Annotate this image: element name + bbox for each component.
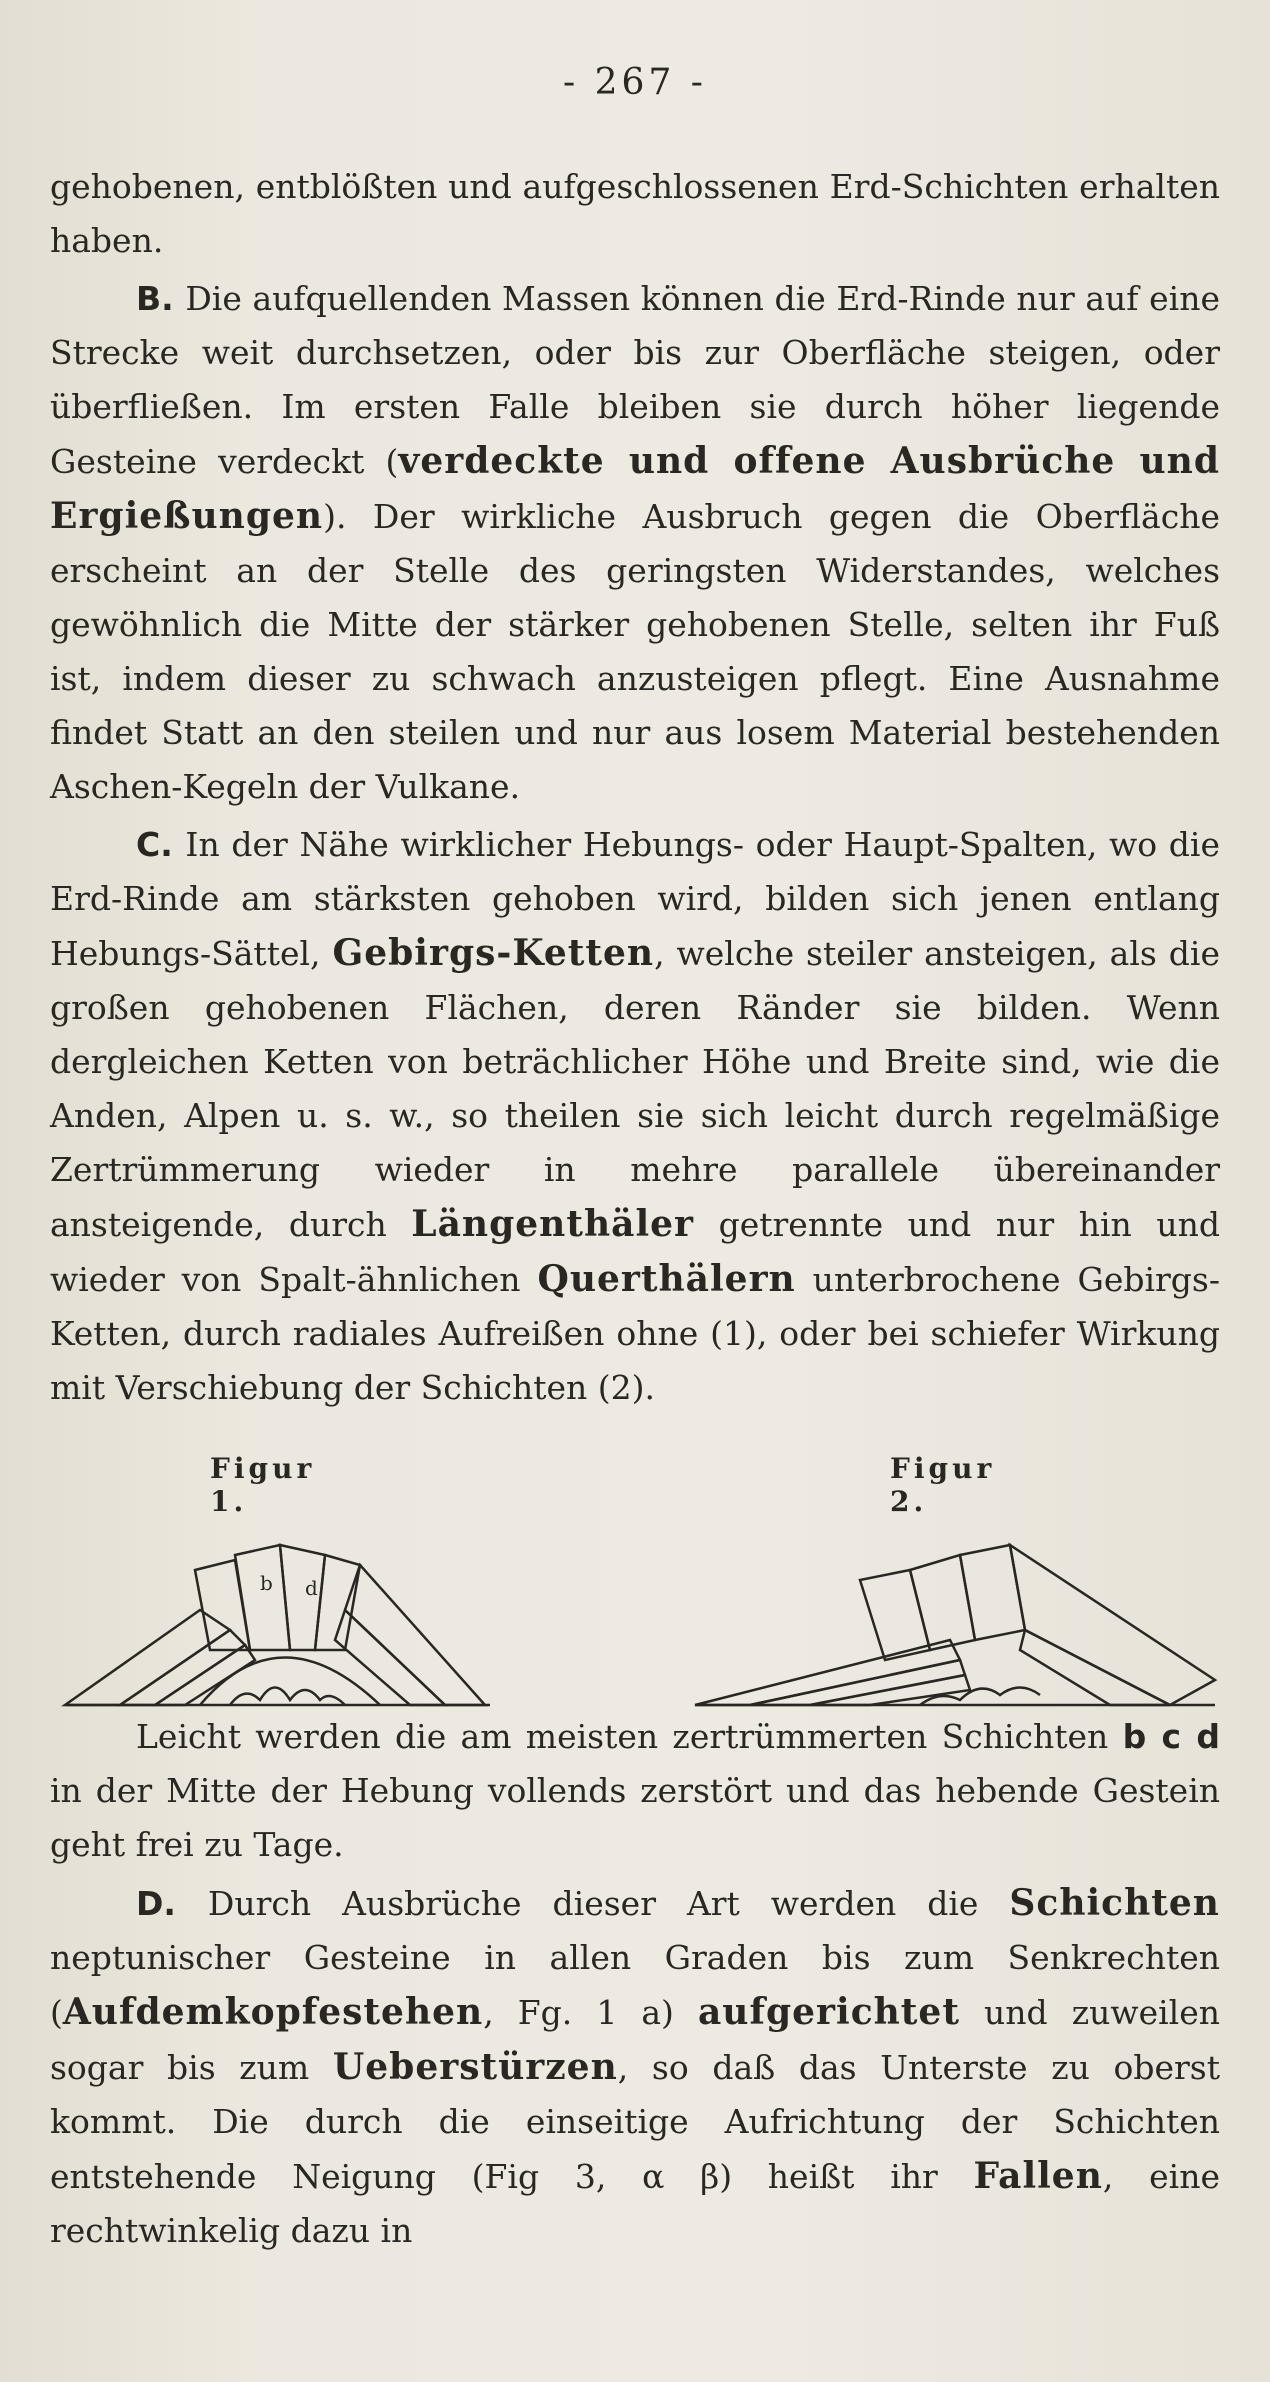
emphasis-text: aufgerichtet — [697, 1991, 960, 2033]
body-text: Durch Ausbrüche dieser Art werden die — [207, 1884, 1010, 1923]
label-text: b c d — [1122, 1717, 1220, 1756]
figure-1-caption: Figur 1. — [210, 1452, 316, 1518]
body-text: ). Der wirkliche Ausbruch gegen die Oberfläche erscheint an der Stelle des geringsten Widerstandes, welches gewöhnlich die Mitte der stärker gehobenen Stelle, selten ihr Fuß ist, indem dieser zu schwach anzusteigen pflegt. Eine Ausnahme findet Statt an den steilen und nur aus losem Material bestehenden Aschen-Kegeln der Vulkane. — [50, 497, 1220, 806]
label-text: D. — [136, 1884, 208, 1923]
text-block-top — [50, 160, 1220, 1419]
figure-2-illustration — [690, 1500, 1220, 1720]
emphasis-text: Querthälern — [537, 1258, 796, 1300]
emphasis-text: Ueberstürzen — [332, 2046, 618, 2088]
body-text: getrennte und nur hin und wieder von Spalt-ähnlichen — [50, 1205, 1220, 1299]
paragraph — [50, 160, 1220, 268]
emphasis-text: Fallen — [973, 2155, 1103, 2197]
figure-2-caption: Figur 2. — [890, 1452, 996, 1518]
paragraph — [50, 272, 1220, 814]
emphasis-text: Gebirgs-Ketten — [332, 932, 655, 974]
paragraph — [50, 1876, 1220, 2258]
label-text: B. — [136, 279, 186, 318]
body-text: neptunischer Gesteine in allen Graden bis zum Senkrechten ( — [50, 1938, 1220, 2032]
emphasis-text: Aufdemkopfestehen — [62, 1991, 484, 2033]
body-text: unterbrochene Gebirgs-Ketten, durch radiales Aufreißen ohne (1), oder bei schiefer Wirkung mit Verschiebung der Schichten (2). — [50, 1260, 1221, 1407]
body-text: In der Nähe wirklicher Hebungs- oder Haupt-Spalten, wo die Erd-Rinde am stärksten gehoben wird, bilden sich jenen entlang Hebungs-Sättel, — [50, 825, 1220, 973]
body-text: , welche steiler ansteigen, als die großen gehobenen Flächen, deren Ränder sie bilden. Wenn dergleichen Ketten von beträchlicher Höhe und Breite sind, wie die Anden, Alpen u. s. w., so theilen sie sich leicht durch regelmäßige Zertrümmerung wieder in mehre parallele übereinander ansteigende, durch — [50, 934, 1221, 1244]
svg-text:d: d — [305, 1576, 318, 1600]
page-number: - 267 - — [563, 62, 707, 103]
body-text: gehobenen, entblößten und aufgeschlossenen Erd-Schichten erhalten haben. — [50, 167, 1220, 260]
body-text: und zuweilen sogar bis zum — [50, 1993, 1220, 2087]
svg-text:b: b — [260, 1571, 273, 1595]
emphasis-text: Schichten — [1009, 1882, 1220, 1924]
emphasis-text: Längenthäler — [411, 1203, 695, 1245]
body-text: , so daß das Unterste zu oberst kommt. Die durch die einseitige Aufrichtung der Schichten entstehende Neigung (Fig 3, α β) heißt ihr — [50, 2048, 1220, 2196]
emphasis-text: verdeckte und offene Ausbrüche und Ergießungen — [50, 440, 1220, 537]
paragraph — [50, 1710, 1220, 1872]
paragraph — [50, 818, 1220, 1415]
body-text: , Fg. 1 a) — [483, 1993, 698, 2032]
body-text: Leicht werden die am meisten zertrümmerten Schichten — [136, 1717, 1123, 1756]
body-text: in der Mitte der Hebung vollends zerstört und das hebende Gestein geht frei zu Tage. — [50, 1771, 1220, 1864]
text-block-bottom — [50, 1710, 1220, 2262]
body-text: , eine rechtwinkelig dazu in — [50, 2157, 1220, 2250]
label-text: C. — [136, 825, 186, 864]
body-text: Die aufquellenden Massen können die Erd-Rinde nur auf eine Strecke weit durchsetzen, oder bis zur Oberfläche steigen, oder überfließen. Im ersten Falle bleiben sie durch höher liegende Gesteine verdeckt ( — [50, 279, 1220, 481]
figure-1-illustration — [60, 1500, 500, 1720]
